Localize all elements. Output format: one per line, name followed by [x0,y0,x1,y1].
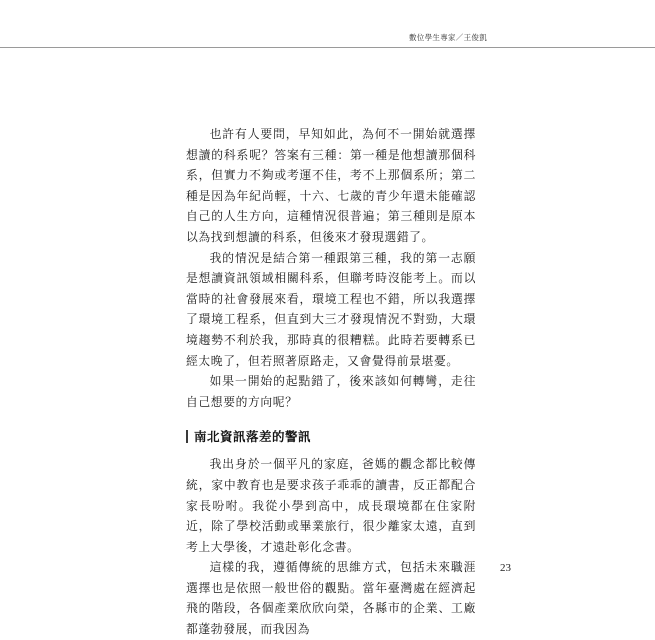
running-header: 數位學生專家／王俊凱 [409,33,487,42]
paragraph: 也許有人要問，早知如此，為何不一開始就選擇想讀的科系呢？答案有三種：第一種是他想讀那個科系，但實力不夠或考運不佳，考不上那個系所；第二種是因為年紀尚輕，十六、七歲的青少年還未能確認自己的人生方向，這種情況很普遍；第三種則是原本以為找到想讀的科系，但後來才發現選錯了。 [186,127,476,244]
paragraph: 如果一開始的起點錯了，後來該如何轉彎，走往自己想要的方向呢？ [186,374,476,409]
page-number: 23 [500,562,511,574]
paragraph: 我出身於一個平凡的家庭，爸媽的觀念都比較傳統，家中教育也是要求孩子乖乖的讀書，反正都配合家長吩咐。我從小學到高中，成長環境都在住家附近，除了學校活動或畢業旅行，很少離家太遠，直到考上大學後，才遠赴彰化念書。 [186,457,476,554]
header-rule [0,47,655,48]
section-heading-text: 南北資訊落差的警訊 [194,429,312,445]
section-heading [186,426,476,446]
paragraph: 我的情況是結合第一種跟第三種，我的第一志願是想讀資訊領域相關科系，但聯考時沒能考上。而以當時的社會發展來看，環境工程也不錯，所以我選擇了環境工程系，但直到大三才發現情況不對勁，大環境趨勢不利於我，那時真的很糟糕。此時若要轉系已經太晚了，但若照著原路走，又會覺得前景堪憂。 [186,250,476,368]
body-text [186,124,476,640]
heading-marker-bar [186,430,188,443]
paragraph: 這樣的我，遵循傳統的思維方式，包括未來職涯選擇也是依照一般世俗的觀點。當年臺灣處在經濟起飛的階段，各個產業欣欣向榮，各縣市的企業、工廠都蓬勃發展，而我因為 [186,560,476,637]
